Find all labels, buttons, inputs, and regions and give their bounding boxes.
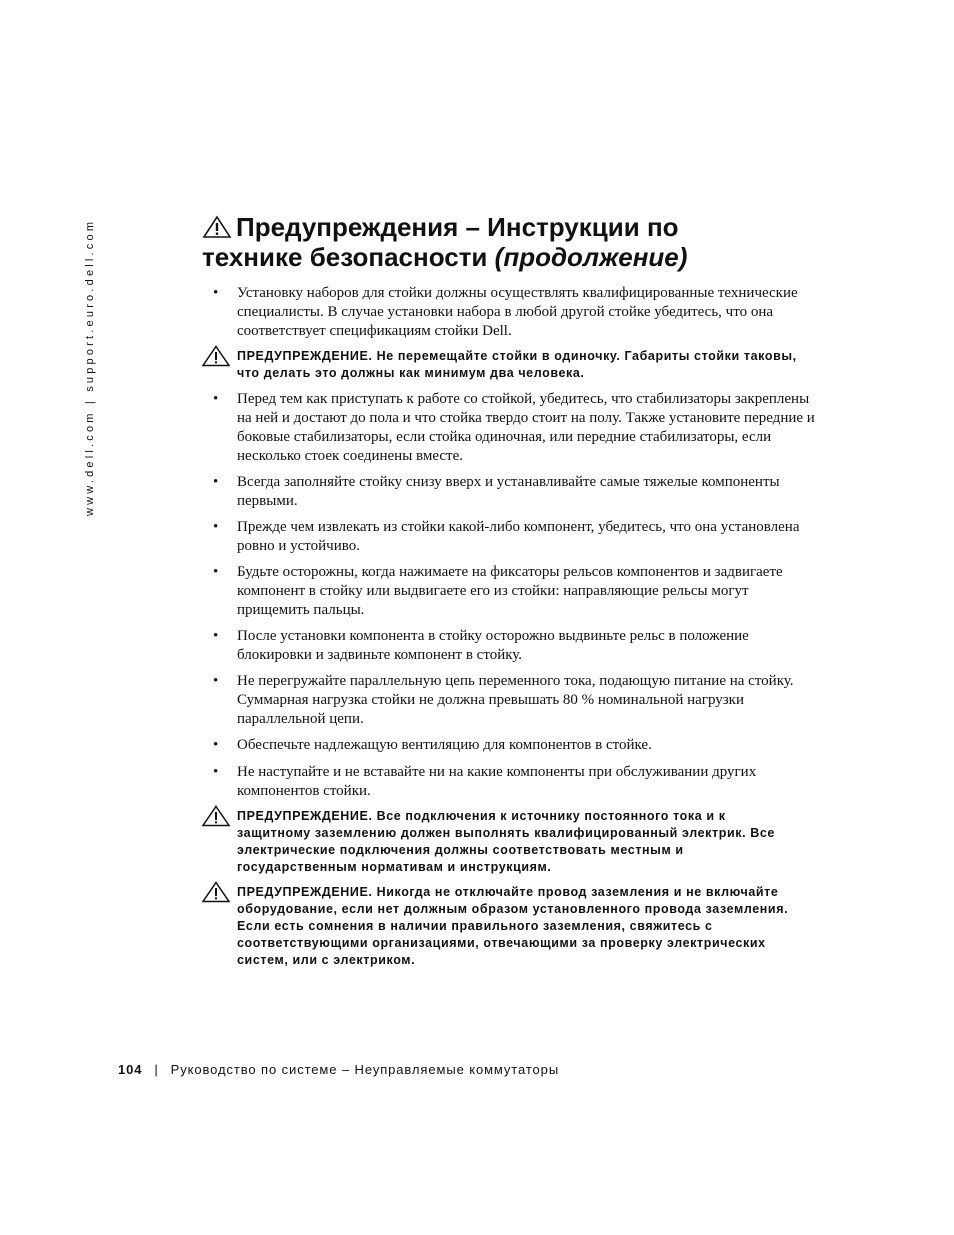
list-item: • Обеспечьте надлежащую вентиляцию для компонентов в стойке.: [213, 737, 652, 753]
warning-block: [201, 348, 801, 382]
list-item: • Установку наборов для стойки должны осуществлять квалифицированные технические специалисты. В случае установки набора в любой другой стойке убедитесь, что она соответствует спецификациям стойки Dell.: [213, 285, 798, 339]
title-line-1: Предупреждения – Инструкции по: [236, 212, 679, 242]
bullet-dot: •: [213, 285, 219, 301]
bullet-dot: •: [213, 737, 219, 753]
footer-separator: |: [154, 1062, 159, 1077]
title-line-2: технике безопасности: [202, 242, 488, 272]
page-title: [202, 212, 842, 272]
bullet-dot: •: [213, 628, 219, 644]
bullet-dot: •: [213, 564, 219, 580]
list-item: • Будьте осторожны, когда нажимаете на фиксаторы рельсов компонентов и задвигаете компонент в стойку или выдвигаете его из стойки: направляющие рельсы могут прищемить пальцы.: [213, 564, 783, 618]
warning-text: ПРЕДУПРЕЖДЕНИЕ. Все подключения к источнику постоянного тока и к защитному заземлению должен выполнять квалифицированный электрик. Все электрические подключения должны соответствовать местным и государственным нормативам и инструкциям.: [237, 809, 775, 874]
list-item: • Прежде чем извлекать из стойки какой-либо компонент, убедитесь, что она установлена ровно и устойчиво.: [213, 519, 800, 554]
list-item: • Не наступайте и не вставайте ни на какие компоненты при обслуживании других компонентов стойки.: [213, 764, 757, 799]
list-item: • Всегда заполняйте стойку снизу вверх и устанавливайте самые тяжелые компоненты первыми.: [213, 474, 780, 509]
list-item: • Не перегружайте параллельную цепь переменного тока, подающую питание на стойку. Суммарная нагрузка стойки не должна превышать 80 % номинальной нагрузки параллельной цепи.: [213, 673, 794, 727]
bullet-dot: •: [213, 391, 219, 407]
warning-block: [201, 808, 801, 876]
bullet-dot: •: [213, 519, 219, 535]
list-item: • Перед тем как приступать к работе со стойкой, убедитесь, что стабилизаторы закреплены на ней и достают до пола и что стойка твердо стоит на полу. Также установите передние и боковые стабилизаторы, если стойка одиночная, или передние стабилизаторы, если несколько стоек соединены вместе.: [213, 391, 815, 464]
bullet-dot: •: [213, 673, 219, 689]
page-footer: [118, 1062, 559, 1077]
warning-text: ПРЕДУПРЕЖДЕНИЕ. Не перемещайте стойки в одиночку. Габариты стойки таковы, что делать это должны как минимум два человека.: [237, 349, 797, 380]
warning-triangle-icon: [201, 345, 231, 367]
title-continued: (продолжение): [494, 242, 688, 272]
bullet-dot: •: [213, 764, 219, 780]
bullet-dot: •: [213, 474, 219, 490]
warning-triangle-icon: [202, 215, 232, 239]
footer-title: Руководство по системе – Неуправляемые коммутаторы: [170, 1062, 560, 1077]
warning-triangle-icon: [201, 881, 231, 903]
sidebar-url: www.dell.com | support.euro.dell.com: [84, 218, 96, 516]
page-number: 104: [118, 1062, 143, 1077]
list-item: • После установки компонента в стойку осторожно выдвиньте рельс в положение блокировки и задвиньте компонент в стойку.: [213, 628, 749, 663]
warning-block: [201, 884, 801, 969]
warning-text: ПРЕДУПРЕЖДЕНИЕ. Никогда не отключайте провод заземления и не включайте оборудование, если нет должным образом установленного провода заземления. Если есть сомнения в наличии правильного заземления, свяжитесь с соответствующими организациями, отвечающими за проверку электрических систем, или с электриком.: [237, 885, 789, 967]
warning-triangle-icon: [201, 805, 231, 827]
